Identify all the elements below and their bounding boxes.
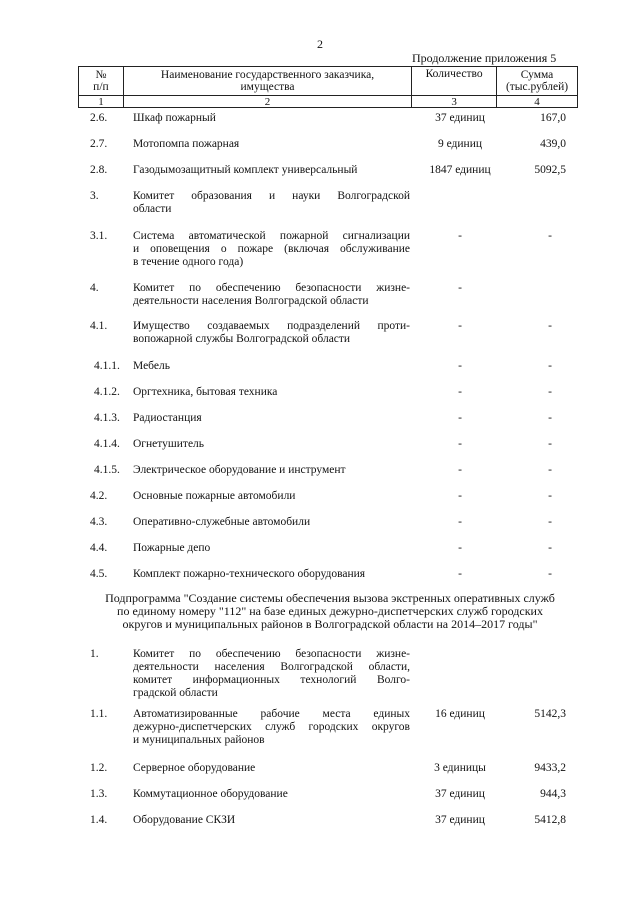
row-sum: 9433,2 [534, 762, 566, 774]
row-sum: - [548, 568, 552, 580]
row-number: 4.1.1. [94, 360, 120, 372]
subprogram-title: Подпрограмма "Создание системы обеспечения вызова экстренных оперативных служб по единому номеру "112" на базе единых дежурно-диспетчерских служб городских округов и муниципальных районов в Волгоградской области на 2014–2017 годы" [105, 591, 555, 631]
row-number: 4.5. [90, 568, 108, 580]
continuation-label: Продолжение приложения 5 [412, 51, 557, 65]
row-number: 4.2. [90, 490, 108, 502]
row-name [133, 282, 410, 308]
row-quantity: - [458, 438, 462, 450]
row-name [133, 138, 410, 151]
header-col-qty: Количество [412, 67, 497, 96]
row-quantity: - [458, 516, 462, 528]
row-sum: 5142,3 [534, 708, 566, 720]
row-name [133, 190, 410, 216]
row-name-line: и муниципальных районов [133, 734, 265, 746]
row-number: 1.2. [90, 762, 108, 774]
row-name-line: Электрическое оборудование и инструмент [133, 464, 346, 476]
row-number: 3.1. [90, 230, 108, 242]
row-name [133, 412, 410, 425]
row-number: 1.1. [90, 708, 108, 720]
row-name-line: градской области [133, 687, 218, 699]
row-number: 1.3. [90, 788, 108, 800]
row-quantity: - [458, 490, 462, 502]
row-quantity: - [458, 568, 462, 580]
row-sum: 439,0 [540, 138, 566, 150]
row-name-line: Мебель [133, 360, 170, 372]
row-name [133, 164, 410, 177]
row-quantity: 3 единицы [434, 762, 486, 774]
row-name-line: дежурно-диспетчерских служб городских округов [133, 721, 410, 733]
row-name-line: в течение одного года) [133, 256, 244, 268]
header-idx-3: 3 [412, 96, 497, 108]
row-sum: - [548, 464, 552, 476]
row-name [133, 516, 410, 529]
row-quantity: - [458, 360, 462, 372]
row-quantity: - [458, 230, 462, 242]
row-name [133, 814, 410, 827]
row-quantity: 37 единиц [435, 112, 485, 124]
row-number: 4.1.4. [94, 438, 120, 450]
row-quantity: - [458, 320, 462, 332]
row-quantity: - [458, 282, 462, 294]
row-number: 4.3. [90, 516, 108, 528]
row-number: 4.1.5. [94, 464, 120, 476]
row-number: 4. [90, 282, 99, 294]
row-name-line: Серверное оборудование [133, 762, 256, 774]
row-name [133, 230, 410, 269]
row-number: 2.8. [90, 164, 108, 176]
row-name [133, 386, 410, 399]
row-name [133, 360, 410, 373]
row-quantity: - [458, 386, 462, 398]
header-col-name: Наименование государственного заказчика, имущества [123, 67, 411, 96]
row-name [133, 762, 410, 775]
row-quantity: 9 единиц [437, 138, 483, 150]
page-number: 2 [317, 37, 323, 51]
row-quantity: - [458, 542, 462, 554]
row-name-line: Комитет по обеспечению безопасности жизне- [133, 282, 410, 294]
row-name [133, 320, 410, 346]
row-quantity: - [458, 464, 462, 476]
row-name-line: деятельности населения Волгоградской области, [133, 661, 410, 673]
row-sum: - [548, 490, 552, 502]
row-quantity: 37 единиц [435, 814, 485, 826]
row-name [133, 648, 410, 700]
header-col-sum: Сумма (тыс.рублей) [497, 67, 578, 96]
row-sum: - [548, 320, 552, 332]
row-name-line: Оборудование СКЗИ [133, 814, 236, 826]
row-name-line: вопожарной службы Волгоградской области [133, 333, 351, 345]
row-name-line: Комплект пожарно-технического оборудования [133, 568, 366, 580]
row-name-line: Оперативно-служебные автомобили [133, 516, 311, 528]
row-name-line: Коммутационное оборудование [133, 788, 288, 800]
row-name-line: Комитет по обеспечению безопасности жизне- [133, 648, 410, 660]
row-name [133, 568, 410, 581]
row-name-line: комитет информационных технологий Волго- [133, 674, 410, 686]
row-name-line: Пожарные депо [133, 542, 211, 554]
row-name-line: Имущество создаваемых подразделений проти- [133, 320, 410, 332]
row-number: 2.7. [90, 138, 108, 150]
row-sum: - [548, 412, 552, 424]
row-name-line: Шкаф пожарный [133, 112, 216, 124]
row-sum: 5412,8 [534, 814, 566, 826]
row-number: 1. [90, 648, 99, 660]
row-name [133, 438, 410, 451]
row-sum: 944,3 [540, 788, 566, 800]
row-name [133, 708, 410, 747]
row-sum: - [548, 386, 552, 398]
row-quantity: 37 единиц [435, 788, 485, 800]
row-sum: - [548, 230, 552, 242]
row-name-line: Основные пожарные автомобили [133, 490, 296, 502]
row-sum: - [548, 360, 552, 372]
row-sum: 5092,5 [534, 164, 566, 176]
row-name-line: Автоматизированные рабочие места единых [133, 708, 410, 720]
row-name-line: Комитет образования и науки Волгоградской [133, 190, 410, 202]
row-quantity: - [458, 412, 462, 424]
row-number: 1.4. [90, 814, 108, 826]
row-number: 4.1.3. [94, 412, 120, 424]
row-number: 4.4. [90, 542, 108, 554]
row-name-line: области [133, 203, 172, 215]
row-name [133, 490, 410, 503]
row-name-line: деятельности населения Волгоградской области [133, 295, 369, 307]
row-name-line: Система автоматической пожарной сигнализации [133, 230, 410, 242]
row-number: 4.1. [90, 320, 108, 332]
table-header [78, 66, 578, 108]
row-number: 3. [90, 190, 99, 202]
row-name-line: Радиостанция [133, 412, 202, 424]
row-number: 4.1.2. [94, 386, 120, 398]
row-sum: - [548, 516, 552, 528]
row-name-line: Мотопомпа пожарная [133, 138, 240, 150]
row-name [133, 788, 410, 801]
row-name [133, 542, 410, 555]
header-col-num: № п/п [79, 67, 124, 96]
row-name-line: Огнетушитель [133, 438, 205, 450]
row-sum: 167,0 [540, 112, 566, 124]
row-quantity: 1847 единиц [429, 164, 491, 176]
row-name [133, 464, 410, 477]
row-name [133, 112, 410, 125]
header-idx-2: 2 [123, 96, 411, 108]
row-number: 2.6. [90, 112, 108, 124]
header-idx-1: 1 [79, 96, 124, 108]
row-sum: - [548, 542, 552, 554]
row-name-line: Газодымозащитный комплект универсальный [133, 164, 358, 176]
row-name-line: и оповещения о пожаре (включая обслуживание [133, 243, 410, 255]
row-name-line: Оргтехника, бытовая техника [133, 386, 278, 398]
header-idx-4: 4 [497, 96, 578, 108]
row-sum: - [548, 438, 552, 450]
row-quantity: 16 единиц [435, 708, 485, 720]
